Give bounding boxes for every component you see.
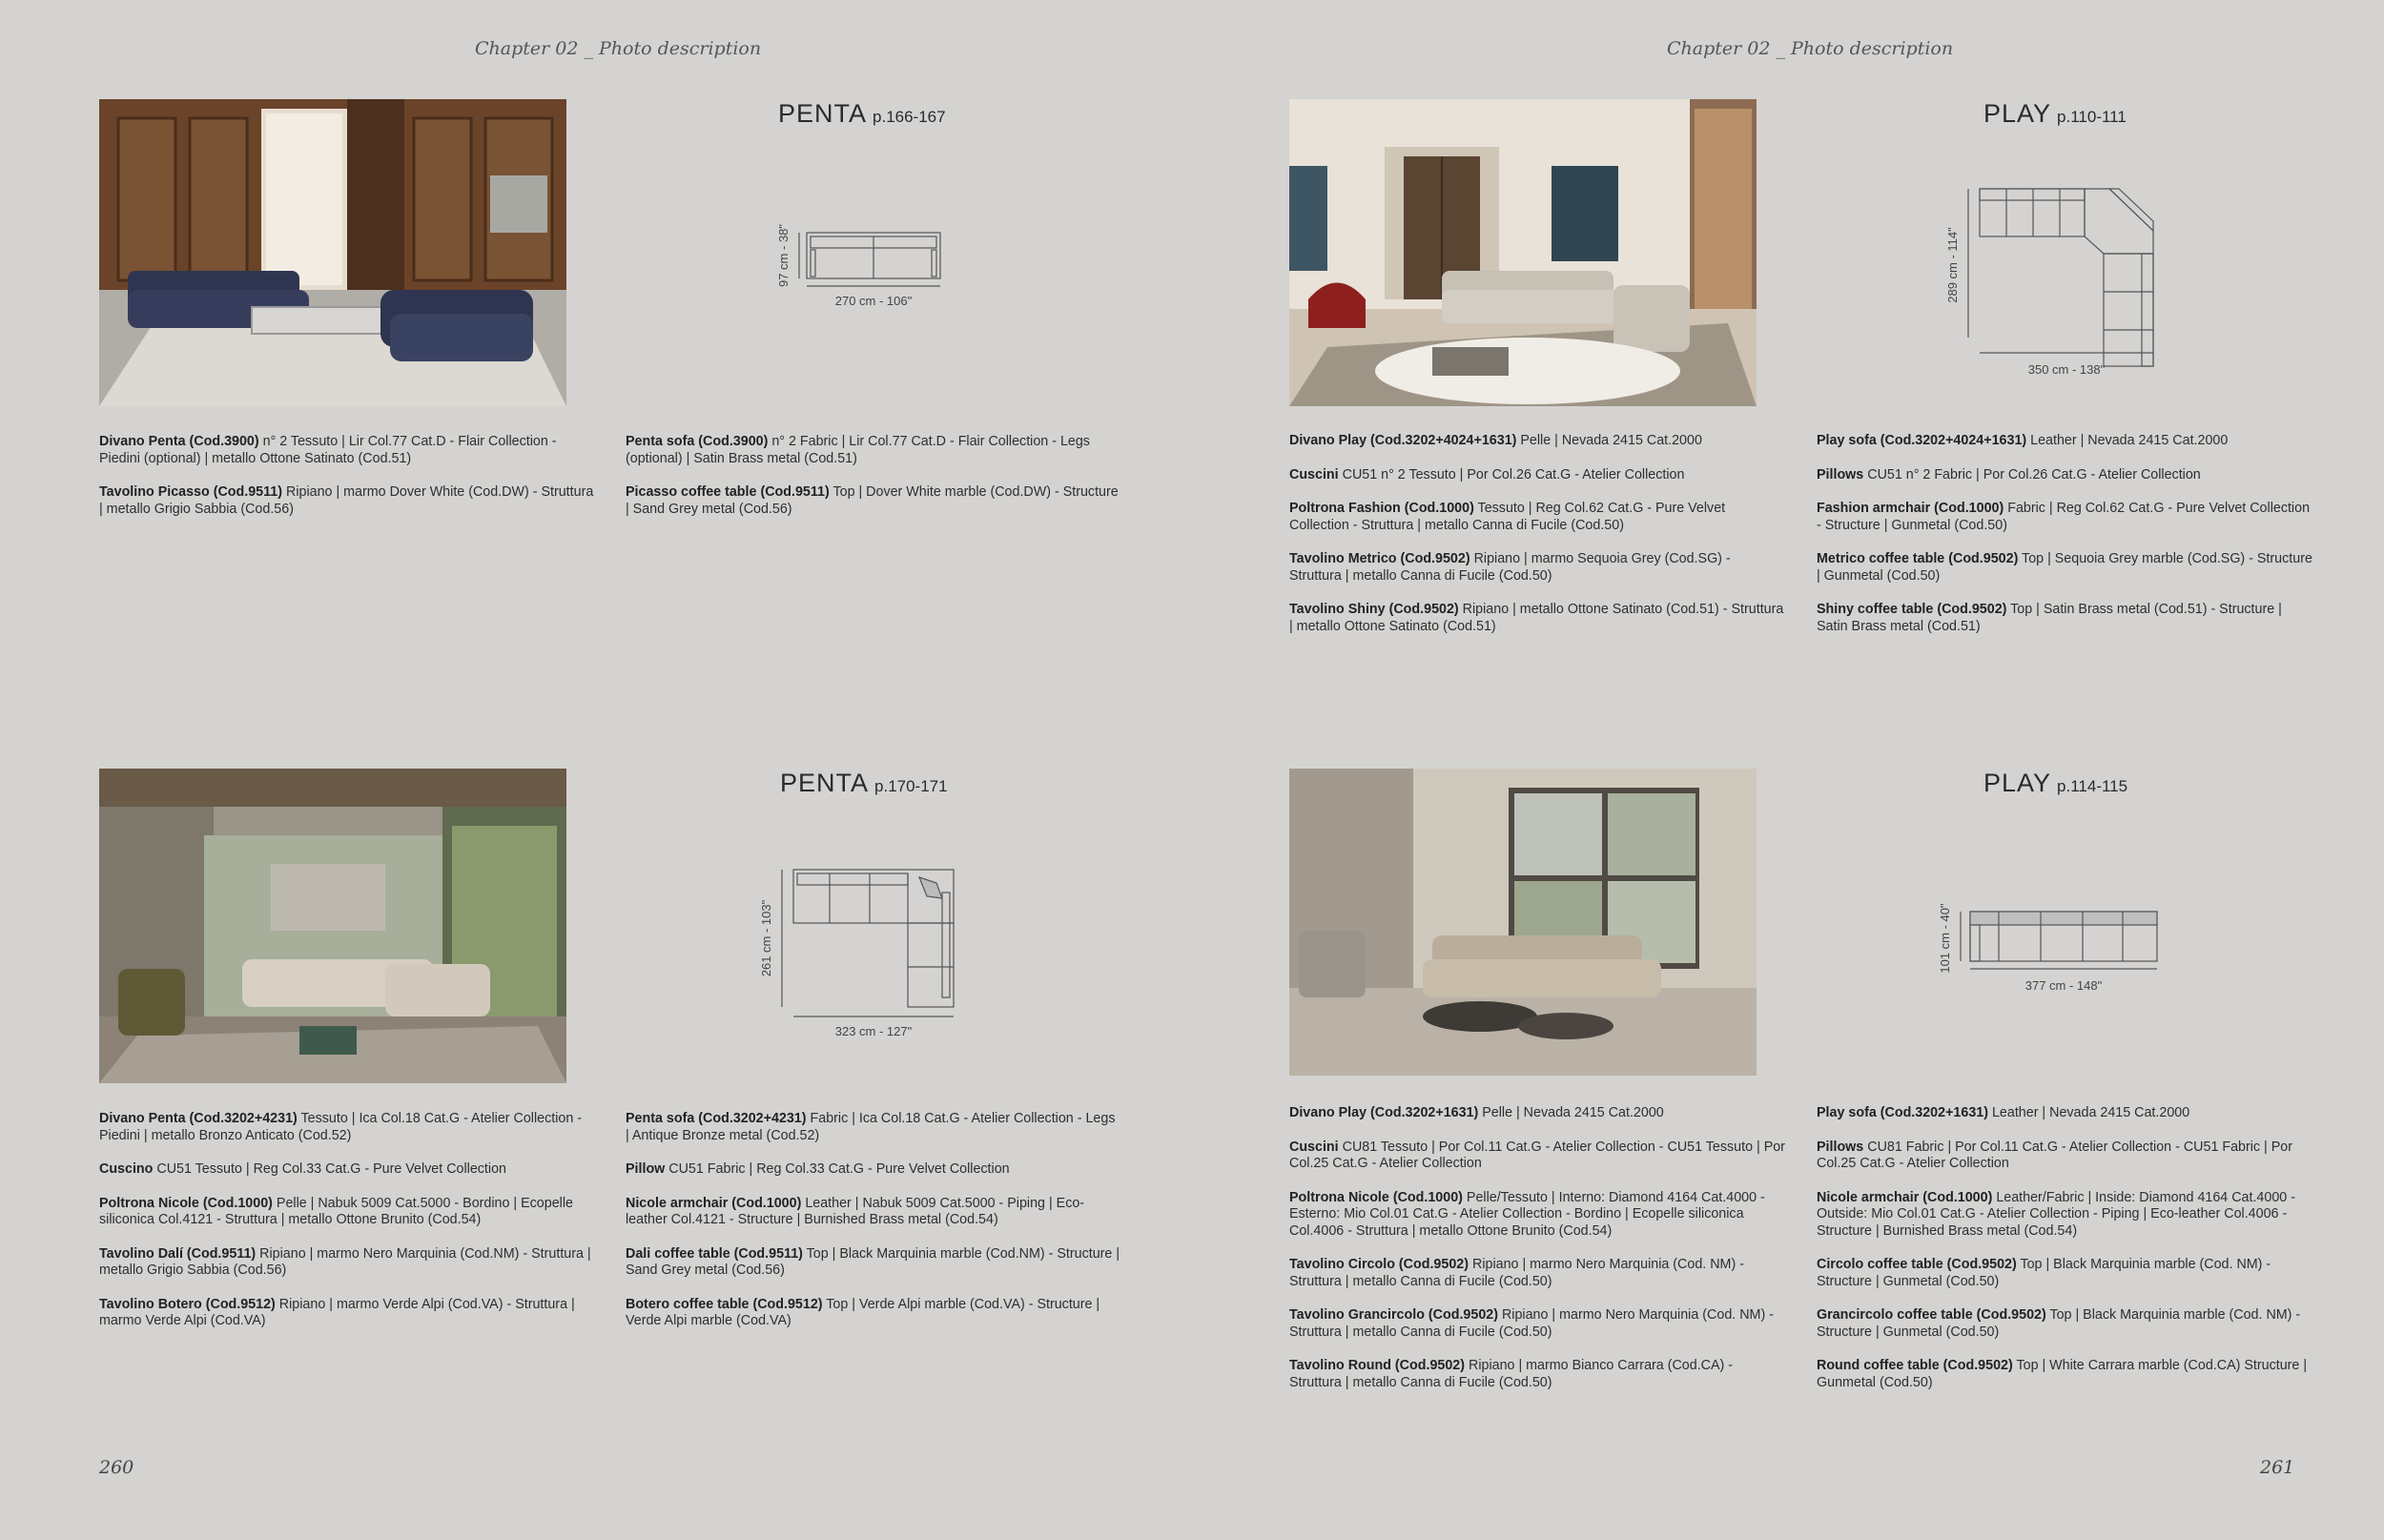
product-pages: p.114-115 [2057,777,2128,795]
description-italian-play-1 [1289,433,1785,652]
page-number-left: 260 [99,1457,134,1478]
spec-line: Cuscini CU81 Tessuto | Por Col.11 Cat.G - Atelier Collection - CU51 Tessuto | Por Col.25 Cat.G - Atelier Collection [1289,1139,1785,1171]
spec-line: Penta sofa (Cod.3202+4231) Fabric | Ica Col.18 Cat.G - Atelier Collection - Legs | Antique Bronze metal (Cod.52) [626,1111,1116,1143]
spec-line: Botero coffee table (Cod.9512) Top | Verde Alpi marble (Cod.VA) - Structure | Verde Alpi marble (Cod.VA) [626,1296,1100,1328]
description-english-penta-1 [626,434,1121,535]
spec-line: Tavolino Circolo (Cod.9502) Ripiano | marmo Nero Marquinia (Cod. NM) - Struttura | metallo Canna di Fucile (Cod.50) [1289,1257,1744,1289]
spec-line: Fashion armchair (Cod.1000) Fabric | Reg Col.62 Cat.G - Pure Velvet Collection - Structure | Gunmetal (Cod.50) [1817,501,2311,533]
spec-line: Divano Penta (Cod.3202+4231) Tessuto | Ica Col.18 Cat.G - Atelier Collection - Piedini | metallo Bronzo Anticato (Cod.52) [99,1111,583,1143]
dimension-depth: 261 cm - 103" [759,899,773,977]
spec-line: Pillows CU81 Fabric | Por Col.11 Cat.G - Atelier Collection - CU51 Fabric | Por Col.25 Cat.G - Atelier Collection [1817,1139,2292,1171]
product-pages: p.166-167 [873,108,946,126]
description-english-play-1 [1817,433,2312,652]
product-title-penta-2 [780,769,948,798]
dimension-diagram-penta-2 [755,864,965,1045]
spec-line: Metrico coffee table (Cod.9502) Top | Sequoia Grey marble (Cod.SG) - Structure | Gunmetal (Cod.50) [1817,551,2312,584]
spec-line: Shiny coffee table (Cod.9502) Top | Satin Brass metal (Cod.51) - Structure | Satin Brass metal (Cod.51) [1817,602,2282,634]
dimension-depth: 289 cm - 114" [1945,227,1960,303]
spec-line: Nicole armchair (Cod.1000) Leather | Nabuk 5009 Cat.5000 - Piping | Eco-leather Col.4121 - Structure | Burnished Brass metal (Cod.54) [626,1195,1085,1227]
dimension-depth: 101 cm - 40" [1938,903,1952,974]
dimension-diagram-penta-1 [771,225,952,311]
spec-line: Tavolino Round (Cod.9502) Ripiano | marmo Bianco Carrara (Cod.CA) - Struttura | metallo Canna di Fucile (Cod.50) [1289,1358,1734,1390]
product-name: PLAY [1983,99,2052,128]
chapter-label-left: Chapter 02 _ Photo description [475,38,762,59]
spec-line: Tavolino Shiny (Cod.9502) Ripiano | metallo Ottone Satinato (Cod.51) - Struttura | metallo Ottone Satinato (Cod.51) [1289,602,1784,634]
spec-line: Dali coffee table (Cod.9511) Top | Black Marquinia marble (Cod.NM) - Structure | Sand Grey metal (Cod.56) [626,1245,1120,1278]
spec-line: Poltrona Nicole (Cod.1000) Pelle | Nabuk 5009 Cat.5000 - Bordino | Ecopelle siliconica Col.4121 - Struttura | metallo Ottone Brunito (Cod.54) [99,1195,573,1227]
description-english-penta-2 [626,1111,1121,1347]
description-italian-penta-2 [99,1111,595,1347]
spec-line: Tavolino Metrico (Cod.9502) Ripiano | marmo Sequoia Grey (Cod.SG) - Struttura | metallo Canna di Fucile (Cod.50) [1289,551,1731,584]
dimension-width: 323 cm - 127" [834,1024,913,1038]
spec-line: Cuscino CU51 Tessuto | Reg Col.33 Cat.G - Pure Velvet Collection [99,1161,506,1177]
dimension-diagram-play-1 [1940,181,2168,381]
dimension-width: 377 cm - 148" [2024,978,2103,993]
product-title-play-1 [1983,99,2127,129]
product-title-penta-1 [778,99,946,129]
product-title-play-2 [1983,769,2127,798]
product-name: PENTA [780,769,870,797]
dimension-diagram-play-2 [1936,900,2165,996]
spec-line: Tavolino Dalí (Cod.9511) Ripiano | marmo Nero Marquinia (Cod.NM) - Struttura | metallo Grigio Sabbia (Cod.56) [99,1245,591,1278]
spec-line: Play sofa (Cod.3202+1631) Leather | Nevada 2415 Cat.2000 [1817,1105,2190,1120]
spec-line: Divano Play (Cod.3202+4024+1631) Pelle | Nevada 2415 Cat.2000 [1289,433,1702,448]
product-pages: p.170-171 [874,777,948,795]
spec-line: Tavolino Botero (Cod.9512) Ripiano | marmo Verde Alpi (Cod.VA) - Struttura | marmo Verde Alpi (Cod.VA) [99,1296,575,1328]
spec-line: Circolo coffee table (Cod.9502) Top | Black Marquinia marble (Cod. NM) - Structure | Gunmetal (Cod.50) [1817,1257,2271,1289]
description-italian-penta-1 [99,434,595,535]
photo-penta-living-room [99,99,566,406]
description-italian-play-2 [1289,1105,1785,1408]
photo-play-linear-sofa [1289,769,1757,1076]
spec-line: Nicole armchair (Cod.1000) Leather/Fabric | Inside: Diamond 4164 Cat.4000 - Outside: Mio Col.01 Cat.G - Atelier Collection - Piping | Eco-leather Col.4006 - Structure | Burnished Brass metal (Cod.54) [1817,1189,2295,1239]
product-name: PENTA [778,99,868,128]
spec-line: Play sofa (Cod.3202+4024+1631) Leather | Nevada 2415 Cat.2000 [1817,433,2229,448]
spec-line: Round coffee table (Cod.9502) Top | White Carrara marble (Cod.CA) Structure | Gunmetal (Cod.50) [1817,1358,2308,1390]
spec-line: Cuscini CU51 n° 2 Tessuto | Por Col.26 Cat.G - Atelier Collection [1289,466,1685,483]
spec-line: Divano Penta (Cod.3900) n° 2 Tessuto | Lir Col.77 Cat.D - Flair Collection - Piedini (optional) | metallo Ottone Satinato (Cod.51) [99,434,557,466]
spec-line: Pillow CU51 Fabric | Reg Col.33 Cat.G - Pure Velvet Collection [626,1161,1010,1177]
spec-line: Penta sofa (Cod.3900) n° 2 Fabric | Lir Col.77 Cat.D - Flair Collection - Legs (optional) | Satin Brass metal (Cod.51) [626,434,1090,466]
chapter-label-right: Chapter 02 _ Photo description [1667,38,1954,59]
spec-line: Divano Play (Cod.3202+1631) Pelle | Nevada 2415 Cat.2000 [1289,1105,1664,1120]
spec-line: Tavolino Grancircolo (Cod.9502) Ripiano | marmo Nero Marquinia (Cod. NM) - Struttura | metallo Canna di Fucile (Cod.50) [1289,1307,1774,1340]
dimension-width: 270 cm - 106" [834,294,913,308]
spec-line: Grancircolo coffee table (Cod.9502) Top | Black Marquinia marble (Cod. NM) - Structure | Gunmetal (Cod.50) [1817,1307,2301,1340]
dimension-width: 350 cm - 138" [2027,362,2106,377]
product-pages: p.110-111 [2057,108,2127,126]
photo-play-living-room [1289,99,1757,406]
spec-line: Poltrona Nicole (Cod.1000) Pelle/Tessuto | Interno: Diamond 4164 Cat.4000 - Esterno: Mio Col.01 Cat.G - Atelier Collection - Bordino | Ecopelle siliconica Col.4006 - Struttura | metallo Ottone Brunito (Cod.54) [1289,1189,1765,1239]
spec-line: Picasso coffee table (Cod.9511) Top | Dover White marble (Cod.DW) - Structure | Sand Grey metal (Cod.56) [626,484,1119,517]
spec-line: Tavolino Picasso (Cod.9511) Ripiano | marmo Dover White (Cod.DW) - Struttura | metallo Grigio Sabbia (Cod.56) [99,484,594,517]
spec-line: Poltrona Fashion (Cod.1000) Tessuto | Reg Col.62 Cat.G - Pure Velvet Collection - Struttura | metallo Canna di Fucile (Cod.50) [1289,501,1726,533]
description-english-play-2 [1817,1105,2312,1408]
product-name: PLAY [1983,769,2052,797]
spec-line: Pillows CU51 n° 2 Fabric | Por Col.26 Cat.G - Atelier Collection [1817,466,2201,483]
dimension-depth: 97 cm - 38" [776,223,791,288]
photo-penta-corner-sofa [99,769,566,1083]
page-number-right: 261 [2260,1457,2295,1478]
